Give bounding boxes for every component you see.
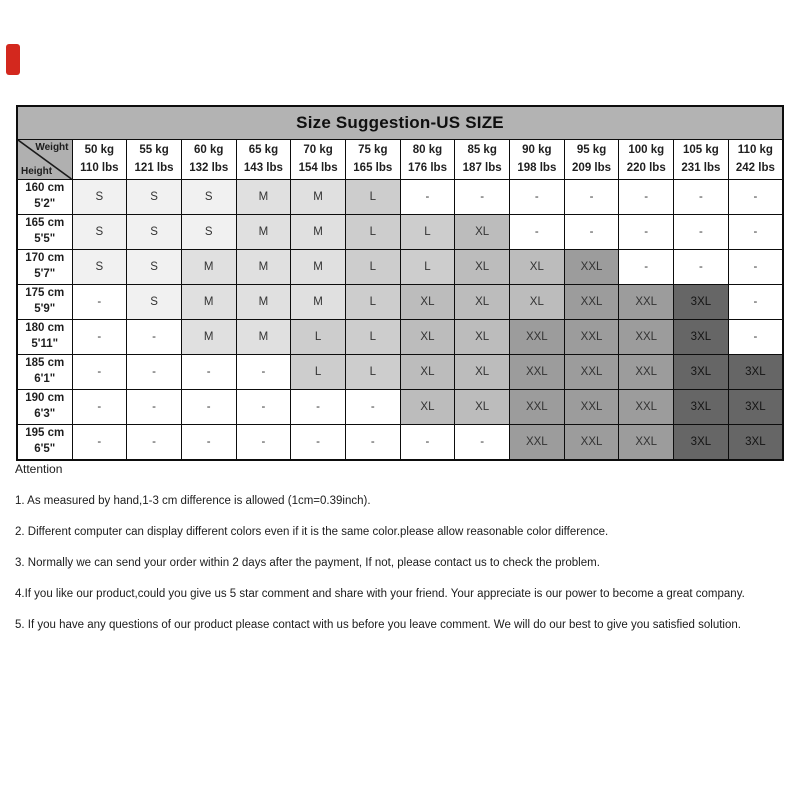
empty-size-cell: - bbox=[728, 180, 783, 215]
size-cell: S bbox=[127, 285, 182, 320]
empty-size-cell: - bbox=[674, 250, 729, 285]
empty-size-cell: - bbox=[728, 320, 783, 355]
empty-size-cell: - bbox=[236, 425, 291, 461]
size-cell: XL bbox=[400, 355, 455, 390]
empty-size-cell: - bbox=[400, 180, 455, 215]
size-cell: XXL bbox=[619, 355, 674, 390]
empty-size-cell: - bbox=[181, 425, 236, 461]
size-cell: M bbox=[291, 250, 346, 285]
attention-note-1: 1. As measured by hand,1-3 cm difference is allowed (1cm=0.39inch). bbox=[15, 495, 371, 507]
empty-size-cell: - bbox=[674, 215, 729, 250]
size-cell: S bbox=[127, 215, 182, 250]
weight-header-cell: 70 kg 154 lbs bbox=[291, 140, 346, 180]
size-cell: XXL bbox=[510, 355, 565, 390]
size-cell: S bbox=[181, 180, 236, 215]
size-cell: S bbox=[72, 250, 127, 285]
empty-size-cell: - bbox=[181, 390, 236, 425]
title-row bbox=[17, 106, 783, 140]
attention-note-4: 4.If you like our product,could you give us 5 star comment and share with your friend. Your appreciate is our power to become a great company. bbox=[15, 588, 745, 600]
size-cell: M bbox=[236, 180, 291, 215]
empty-size-cell: - bbox=[619, 250, 674, 285]
size-cell: L bbox=[345, 250, 400, 285]
height-header-cell: 195 cm 6'5" bbox=[17, 425, 72, 461]
empty-size-cell: - bbox=[564, 215, 619, 250]
size-cell: 3XL bbox=[728, 425, 783, 461]
size-cell: 3XL bbox=[728, 390, 783, 425]
weight-header-cell: 105 kg 231 lbs bbox=[674, 140, 729, 180]
attention-section bbox=[15, 462, 790, 650]
size-cell: XL bbox=[455, 390, 510, 425]
empty-size-cell: - bbox=[345, 390, 400, 425]
table-row bbox=[17, 390, 783, 425]
attention-heading: Attention bbox=[15, 462, 63, 476]
weight-header-row bbox=[17, 140, 783, 180]
empty-size-cell: - bbox=[455, 180, 510, 215]
weight-header-cell: 85 kg 187 lbs bbox=[455, 140, 510, 180]
attention-note-3: 3. Normally we can send your order within 2 days after the payment, If not, please contact us to check the problem. bbox=[15, 557, 600, 569]
empty-size-cell: - bbox=[564, 180, 619, 215]
size-cell: XXL bbox=[510, 320, 565, 355]
size-cell: XL bbox=[455, 285, 510, 320]
table-title: Size Suggestion-US SIZE bbox=[17, 106, 783, 140]
weight-header-cell: 75 kg 165 lbs bbox=[345, 140, 400, 180]
size-cell: XXL bbox=[619, 285, 674, 320]
corner-height-label: Height bbox=[21, 166, 53, 177]
size-cell: XXL bbox=[510, 425, 565, 461]
corner-cell bbox=[17, 140, 72, 180]
weight-header-cell: 60 kg 132 lbs bbox=[181, 140, 236, 180]
size-cell: M bbox=[181, 250, 236, 285]
size-cell: S bbox=[127, 180, 182, 215]
height-header-cell: 165 cm 5'5" bbox=[17, 215, 72, 250]
empty-size-cell: - bbox=[674, 180, 729, 215]
size-cell: XXL bbox=[564, 390, 619, 425]
size-cell: XL bbox=[455, 355, 510, 390]
table-row bbox=[17, 250, 783, 285]
height-header-cell: 175 cm 5'9" bbox=[17, 285, 72, 320]
table-row bbox=[17, 355, 783, 390]
weight-header-cell: 65 kg 143 lbs bbox=[236, 140, 291, 180]
height-header-cell: 190 cm 6'3" bbox=[17, 390, 72, 425]
size-cell: 3XL bbox=[674, 425, 729, 461]
size-cell: 3XL bbox=[674, 285, 729, 320]
size-cell: M bbox=[236, 215, 291, 250]
empty-size-cell: - bbox=[455, 425, 510, 461]
empty-size-cell: - bbox=[510, 215, 565, 250]
size-cell: L bbox=[345, 355, 400, 390]
empty-size-cell: - bbox=[291, 425, 346, 461]
weight-header-cell: 110 kg 242 lbs bbox=[728, 140, 783, 180]
size-cell: S bbox=[72, 180, 127, 215]
table-row bbox=[17, 285, 783, 320]
empty-size-cell: - bbox=[127, 390, 182, 425]
size-cell: M bbox=[181, 320, 236, 355]
size-cell: XL bbox=[510, 250, 565, 285]
size-cell: L bbox=[400, 215, 455, 250]
weight-header-cell: 95 kg 209 lbs bbox=[564, 140, 619, 180]
size-cell: L bbox=[345, 180, 400, 215]
size-cell: L bbox=[291, 355, 346, 390]
size-cell: S bbox=[72, 215, 127, 250]
size-cell: XL bbox=[455, 250, 510, 285]
size-cell: XXL bbox=[564, 355, 619, 390]
empty-size-cell: - bbox=[72, 320, 127, 355]
corner-weight-label: Weight bbox=[35, 142, 69, 153]
size-cell: 3XL bbox=[674, 355, 729, 390]
size-cell: 3XL bbox=[674, 320, 729, 355]
size-cell: 3XL bbox=[674, 390, 729, 425]
empty-size-cell: - bbox=[400, 425, 455, 461]
size-cell: 3XL bbox=[728, 355, 783, 390]
size-cell: XXL bbox=[564, 425, 619, 461]
size-cell: XL bbox=[455, 215, 510, 250]
size-cell: XL bbox=[510, 285, 565, 320]
size-cell: L bbox=[400, 250, 455, 285]
size-cell: XL bbox=[455, 320, 510, 355]
red-badge-icon bbox=[6, 44, 20, 75]
size-cell: M bbox=[236, 250, 291, 285]
size-cell: L bbox=[345, 215, 400, 250]
size-cell: XL bbox=[400, 285, 455, 320]
empty-size-cell: - bbox=[181, 355, 236, 390]
size-cell: M bbox=[291, 285, 346, 320]
size-cell: L bbox=[345, 320, 400, 355]
size-cell: S bbox=[181, 215, 236, 250]
table-row bbox=[17, 425, 783, 461]
empty-size-cell: - bbox=[127, 425, 182, 461]
empty-size-cell: - bbox=[127, 320, 182, 355]
size-cell: M bbox=[236, 320, 291, 355]
size-cell: L bbox=[291, 320, 346, 355]
size-cell: M bbox=[291, 215, 346, 250]
weight-header-cell: 55 kg 121 lbs bbox=[127, 140, 182, 180]
weight-header-cell: 90 kg 198 lbs bbox=[510, 140, 565, 180]
empty-size-cell: - bbox=[127, 355, 182, 390]
size-cell: XXL bbox=[564, 320, 619, 355]
size-suggestion-table bbox=[16, 105, 784, 461]
size-cell: M bbox=[181, 285, 236, 320]
size-cell: XXL bbox=[619, 390, 674, 425]
attention-note-2: 2. Different computer can display different colors even if it is the same color.please allow reasonable color difference. bbox=[15, 526, 609, 538]
height-header-cell: 180 cm 5'11" bbox=[17, 320, 72, 355]
empty-size-cell: - bbox=[619, 180, 674, 215]
height-header-cell: 185 cm 6'1" bbox=[17, 355, 72, 390]
size-cell: XXL bbox=[510, 390, 565, 425]
size-cell: XXL bbox=[564, 285, 619, 320]
height-header-cell: 160 cm 5'2" bbox=[17, 180, 72, 215]
empty-size-cell: - bbox=[728, 285, 783, 320]
table-row bbox=[17, 320, 783, 355]
empty-size-cell: - bbox=[72, 425, 127, 461]
empty-size-cell: - bbox=[510, 180, 565, 215]
size-cell: M bbox=[236, 285, 291, 320]
attention-note-5: 5. If you have any questions of our product please contact with us before you leave comment. We will do our best to give you satisfied solution. bbox=[15, 619, 741, 631]
weight-header-cell: 50 kg 110 lbs bbox=[72, 140, 127, 180]
table-row bbox=[17, 215, 783, 250]
size-cell: XXL bbox=[619, 425, 674, 461]
height-header-cell: 170 cm 5'7" bbox=[17, 250, 72, 285]
empty-size-cell: - bbox=[236, 355, 291, 390]
empty-size-cell: - bbox=[72, 355, 127, 390]
size-cell: L bbox=[345, 285, 400, 320]
empty-size-cell: - bbox=[236, 390, 291, 425]
size-cell: M bbox=[291, 180, 346, 215]
size-cell: S bbox=[127, 250, 182, 285]
empty-size-cell: - bbox=[728, 250, 783, 285]
empty-size-cell: - bbox=[291, 390, 346, 425]
empty-size-cell: - bbox=[345, 425, 400, 461]
size-cell: XXL bbox=[619, 320, 674, 355]
size-cell: XL bbox=[400, 320, 455, 355]
empty-size-cell: - bbox=[728, 215, 783, 250]
table-row bbox=[17, 180, 783, 215]
empty-size-cell: - bbox=[619, 215, 674, 250]
empty-size-cell: - bbox=[72, 285, 127, 320]
empty-size-cell: - bbox=[72, 390, 127, 425]
size-cell: XXL bbox=[564, 250, 619, 285]
weight-header-cell: 80 kg 176 lbs bbox=[400, 140, 455, 180]
size-cell: XL bbox=[400, 390, 455, 425]
weight-header-cell: 100 kg 220 lbs bbox=[619, 140, 674, 180]
